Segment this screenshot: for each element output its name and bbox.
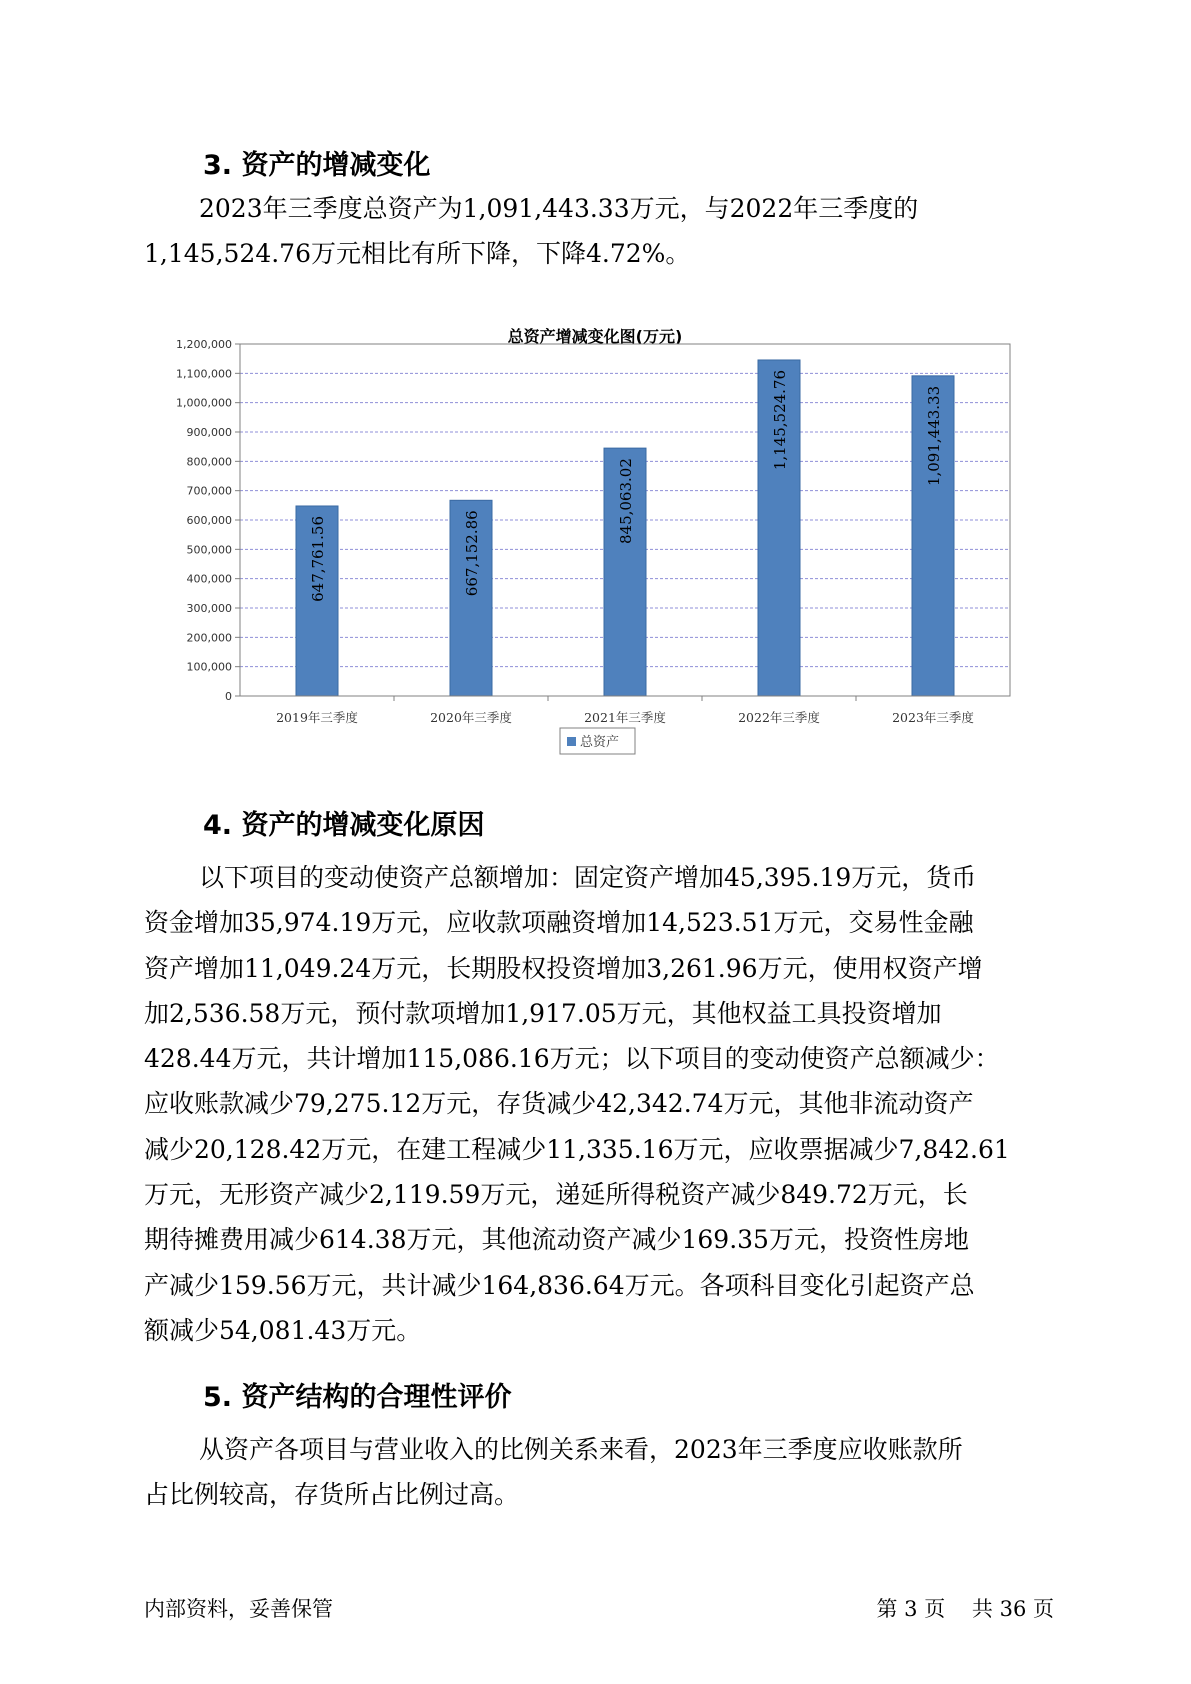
chart-y-tick-label: 1,000,000 — [176, 396, 232, 410]
chart-data-label: 1,091,443.33 — [925, 385, 943, 487]
chart-y-tick-label: 800,000 — [186, 455, 232, 469]
chart-data-label: 1,145,524.76 — [771, 369, 789, 471]
paragraph-line: 额减少54,081.43万元。 — [144, 1315, 422, 1345]
chart-x-tick-label: 2020年三季度 — [430, 710, 512, 725]
chart-x-tick-label: 2021年三季度 — [584, 710, 666, 725]
chart-legend — [560, 728, 635, 754]
chart-y-tick-label: 0 — [225, 690, 232, 703]
paragraph-line: 以下项目的变动使资产总额增加：固定资产增加45,395.19万元，货币 — [199, 863, 977, 892]
footer-page-number: 第 3 页 共 36 页 — [876, 1597, 1054, 1621]
chart-x-tick-label: 2022年三季度 — [738, 710, 820, 725]
section-3-paragraph — [144, 186, 1044, 277]
chart-data-label: 845,063.02 — [617, 458, 635, 545]
section-3-heading: 3. 资产的增减变化 — [203, 150, 431, 181]
chart-y-tick-label: 400,000 — [186, 572, 232, 586]
chart-y-tick-label: 100,000 — [186, 660, 232, 674]
chart-y-tick-label: 500,000 — [186, 543, 232, 557]
chart-y-tick-label: 1,100,000 — [176, 367, 232, 381]
section-4-paragraph — [144, 855, 1044, 1353]
footer-left-note: 内部资料，妥善保管 — [144, 1597, 333, 1621]
paragraph-line: 占比例较高，存货所占比例过高。 — [144, 1480, 520, 1510]
chart-legend-swatch — [567, 737, 576, 746]
section-4-heading: 4. 资产的增减变化原因 — [203, 810, 485, 841]
chart-y-tick-label: 1,200,000 — [176, 338, 232, 351]
section-5-heading: 5. 资产结构的合理性评价 — [203, 1382, 512, 1413]
paragraph-line: 资产增加11,049.24万元，长期股权投资增加3,261.96万元，使用权资产增 — [144, 953, 983, 983]
total-assets-bar-chart — [150, 318, 1030, 778]
paragraph-line: 428.44万元，共计增加115,086.16万元；以下项目的变动使资产总额减少： — [144, 1044, 1000, 1074]
chart-data-label: 667,152.86 — [463, 510, 481, 597]
paragraph-line: 2023年三季度总资产为1,091,443.33万元，与2022年三季度的 — [199, 194, 919, 223]
paragraph-line: 从资产各项目与营业收入的比例关系来看，2023年三季度应收账款所 — [199, 1435, 963, 1464]
paragraph-line: 万元，无形资产减少2,119.59万元，递延所得税资产减少849.72万元，长 — [144, 1180, 968, 1210]
chart-y-tick-label: 600,000 — [186, 514, 232, 527]
chart-data-label: 647,761.56 — [309, 515, 327, 602]
chart-y-tick-label: 300,000 — [186, 602, 232, 615]
chart-title: 总资产增减变化图(万元) — [507, 327, 683, 346]
paragraph-line: 期待摊费用减少614.38万元，其他流动资产减少169.35万元，投资性房地 — [144, 1225, 969, 1255]
paragraph-line: 应收账款减少79,275.12万元，存货减少42,342.74万元，其他非流动资产 — [144, 1089, 974, 1119]
chart-y-tick-label: 700,000 — [186, 484, 232, 498]
chart-legend-label: 总资产 — [580, 735, 620, 750]
paragraph-line: 资金增加35,974.19万元，应收款项融资增加14,523.51万元，交易性金融 — [144, 908, 974, 938]
chart-x-axis-ticks — [276, 696, 974, 725]
paragraph-line: 1,145,524.76万元相比有所下降，下降4.72%。 — [144, 239, 691, 269]
chart-y-tick-label: 900,000 — [186, 426, 232, 439]
chart-y-tick-label: 200,000 — [186, 631, 232, 645]
chart-x-tick-label: 2019年三季度 — [276, 710, 358, 725]
paragraph-line: 减少20,128.42万元，在建工程减少11,335.16万元，应收票据减少7,842.61 — [144, 1134, 1010, 1164]
chart-y-axis-ticks — [176, 338, 240, 703]
paragraph-line: 产减少159.56万元，共计减少164,836.64万元。各项科目变化引起资产总 — [144, 1270, 975, 1300]
paragraph-line: 加2,536.58万元，预付款项增加1,917.05万元，其他权益工具投资增加 — [144, 998, 942, 1028]
section-5-paragraph — [144, 1427, 1044, 1518]
chart-x-tick-label: 2023年三季度 — [892, 710, 974, 725]
